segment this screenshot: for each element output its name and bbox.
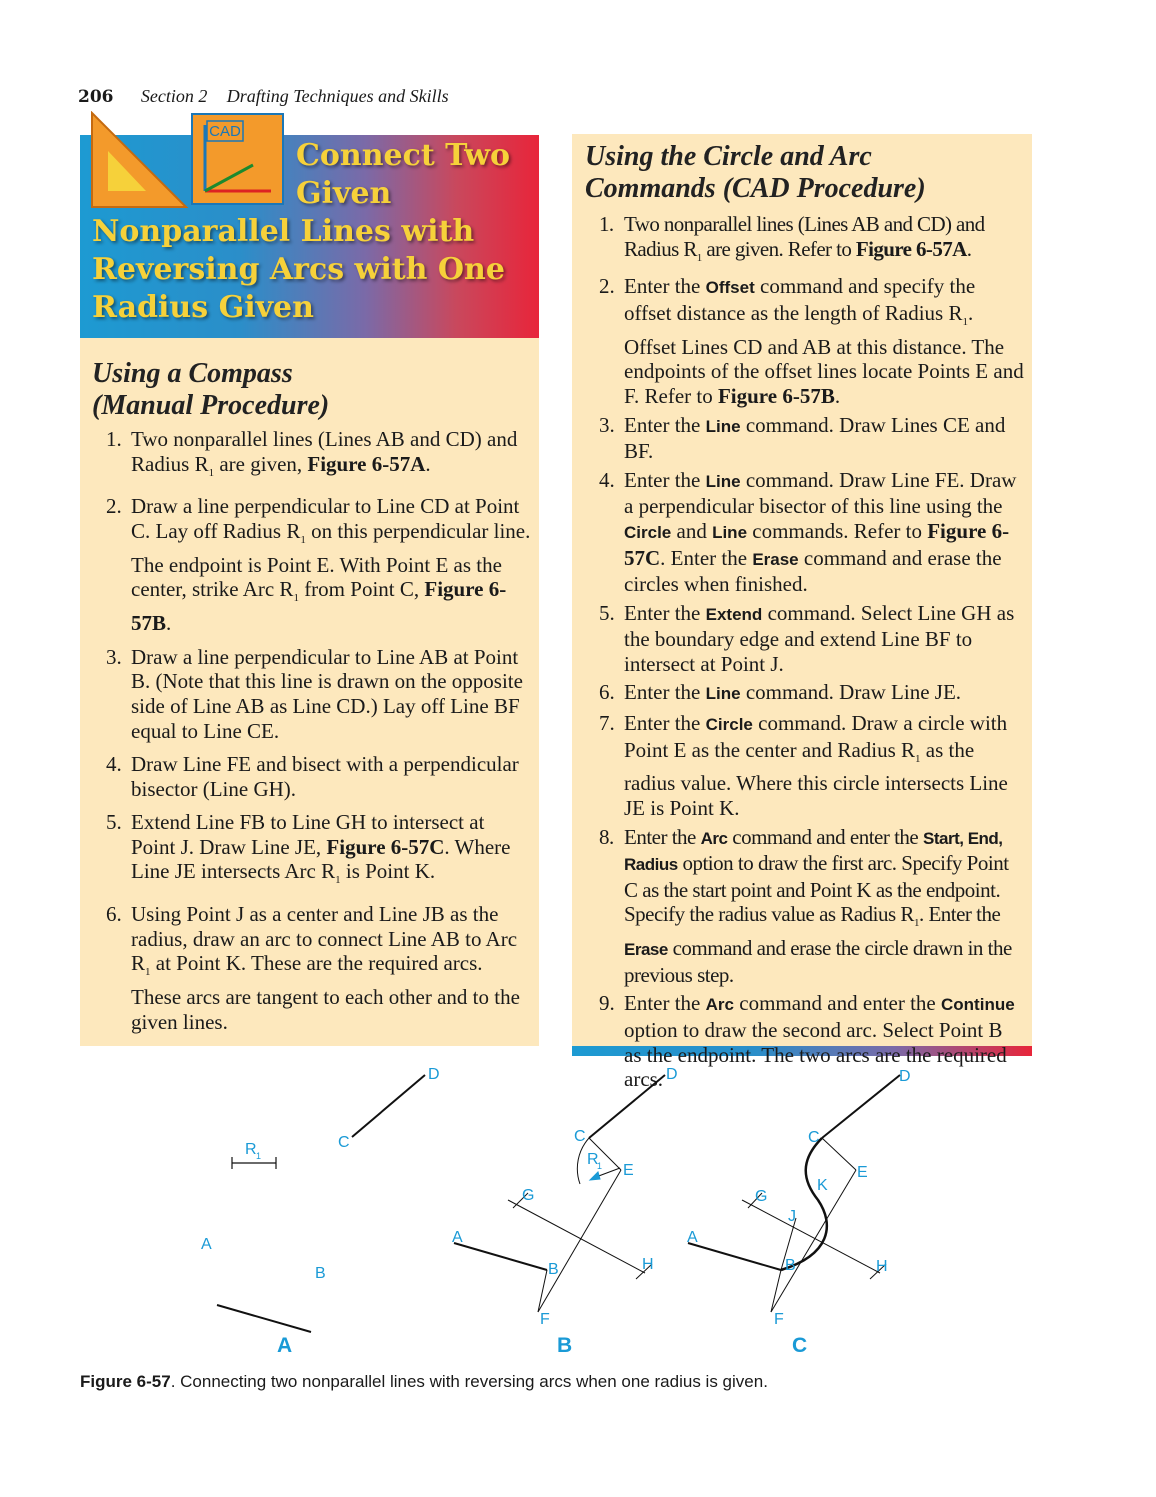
step-number: 5. (106, 810, 122, 835)
panel-label: A (277, 1334, 293, 1357)
step-text: command and erase the circle drawn in the previous step. (624, 936, 1012, 987)
cad-step (599, 711, 1024, 821)
command-name: Offset (705, 278, 755, 298)
cad-heading (585, 141, 926, 205)
step-text: commands. Refer to (747, 518, 928, 543)
figure-ref: Figure 6-57A (855, 236, 967, 261)
step-text: command. Select Line GH as the boundary edge and extend Line BF to intersect at Point J. (624, 600, 1015, 676)
step-text: . (834, 383, 841, 408)
manual-step (106, 427, 531, 485)
step-number: 4. (599, 467, 615, 492)
cad-step (599, 212, 1024, 270)
step-text: . Offset Lines CD and AB at this distance. The endpoints of the offset lines locate Points E and F. Refer to (624, 300, 1024, 408)
manual-step (106, 810, 531, 893)
step-text: Enter the (624, 467, 706, 492)
point-label: F (774, 1311, 784, 1328)
heading-line: Using the Circle and Arc (585, 141, 872, 172)
step-text: . Where Line JE intersects Arc R (131, 834, 511, 884)
point-label: B (548, 1261, 559, 1278)
step-text: command. Draw a circle with Point E as the center and Radius R (624, 711, 1008, 762)
step-number: 3. (106, 644, 122, 669)
step-number: 5. (599, 600, 615, 625)
step-number: 6. (599, 680, 615, 705)
cad-step (599, 274, 1024, 408)
step-number: 1. (106, 427, 122, 451)
point-label: C (574, 1128, 586, 1145)
banner-title-line: Nonparallel Lines with (92, 214, 475, 249)
reversing-arcs (781, 1138, 827, 1270)
command-name: Erase (624, 940, 668, 960)
panel-label: C (792, 1334, 808, 1357)
line-ab (217, 1305, 311, 1332)
figure-ref: Figure 6-57C (624, 518, 1010, 570)
step-text: Extend Line FB to Line GH to intersect at Point J. Draw Line JE, (131, 810, 485, 859)
command-name: Arc (705, 995, 734, 1015)
command-name: Start, End, Radius (624, 828, 1003, 875)
manual-heading (92, 358, 329, 422)
point-label: B (785, 1257, 796, 1274)
step-text: option to draw the second arc. Select Point B as the endpoint. The two arcs are the required arcs. (624, 1017, 1007, 1092)
cad-icon-label: CAD (209, 123, 241, 140)
command-name: Line (705, 471, 741, 491)
page-number: 206 (78, 87, 114, 107)
step-text: Enter the (624, 274, 706, 299)
step-text: Enter the (624, 711, 706, 736)
subscript: 1 (696, 251, 702, 264)
step-text: Using Point J as a center and Line JB as the radius, draw an arc to connect Line AB to Arc R (131, 902, 518, 976)
line-cd-c (822, 1075, 900, 1138)
point-label: J (788, 1208, 796, 1225)
point-label: E (857, 1164, 868, 1181)
heading-line: Using a Compass (92, 358, 293, 389)
step-text: Two nonparallel lines (Lines AB and CD) and Radius R (131, 427, 518, 476)
subscript: 1 (300, 534, 306, 547)
point-label: G (755, 1188, 768, 1205)
step-text: Enter the (624, 824, 701, 849)
figure-ref: Figure 6-57A (307, 451, 426, 476)
step-number: 6. (106, 902, 122, 927)
subscript: 1 (962, 316, 968, 329)
step-text: are given. Refer to (701, 236, 856, 261)
manual-steps (106, 427, 531, 1043)
step-text: command. Draw Line FE. Draw a perpendicular bisector of this line using the (624, 467, 1017, 519)
point-label: H (876, 1258, 888, 1275)
line-ab-b (454, 1243, 547, 1270)
point-label: F (540, 1311, 550, 1328)
step-text: command and enter the (734, 991, 942, 1016)
cad-icon (191, 113, 284, 205)
cad-step (599, 412, 1024, 464)
step-number: 3. (599, 412, 615, 437)
manual-step (106, 902, 531, 1034)
command-name: Extend (705, 604, 763, 624)
step-text: command. Draw Lines CE and BF. (624, 412, 1006, 464)
manual-step (106, 752, 531, 801)
construction-figure (0, 1060, 1156, 1360)
step-number: 4. (106, 752, 122, 777)
step-text: . (425, 451, 431, 476)
command-name: Line (712, 522, 748, 542)
step-number: 7. (599, 711, 615, 736)
step-text: Draw Line FE and bisect with a perpendicular bisector (Line GH). (131, 752, 519, 801)
step-text: option to draw the first arc. Specify Point C as the start point and Point K as the endpoint. Specify the radius value as Radius R (624, 851, 1009, 927)
section-title: Drafting Techniques and Skills (226, 86, 449, 106)
step-text: as the radius value. Where this circle intersects Line JE is Point K. (624, 737, 1008, 821)
cad-step (599, 824, 1024, 988)
step-text: are given, (214, 451, 308, 476)
step-text: command and enter the (727, 824, 924, 849)
subscript: 1 (335, 874, 341, 887)
point-label: C (808, 1129, 820, 1146)
point-label: A (687, 1229, 698, 1246)
point-label: E (623, 1162, 634, 1179)
step-text: . Enter the (660, 545, 753, 570)
point-label: K (817, 1177, 828, 1194)
subscript: 1 (913, 917, 919, 930)
step-text: and (671, 518, 713, 543)
figure-ref: Figure 6-57B (717, 383, 835, 408)
command-name: Line (705, 416, 741, 436)
step-text: Two nonparallel lines (Lines AB and CD) and Radius R (624, 212, 985, 261)
step-text: Enter the (624, 600, 706, 625)
step-text: . Enter the (918, 902, 1001, 927)
step-number: 9. (599, 991, 615, 1016)
step-number: 8. (599, 824, 614, 849)
radius-subscript: 1 (256, 1151, 262, 1161)
manual-step (106, 644, 531, 743)
point-label: A (201, 1236, 212, 1253)
banner-title-line: Radius Given (92, 290, 314, 325)
step-text: Enter the (624, 412, 706, 437)
panel-label: B (557, 1334, 573, 1357)
figure-ref: Figure 6-57B (131, 577, 507, 636)
figure-caption (80, 1372, 768, 1392)
point-label: D (428, 1066, 440, 1083)
manual-step (106, 494, 531, 636)
step-text: Enter the (624, 991, 706, 1016)
subscript: 1 (915, 752, 921, 765)
point-label: A (452, 1229, 463, 1246)
step-text: is Point K. (340, 859, 436, 884)
cad-step (599, 467, 1024, 597)
point-label: B (315, 1265, 326, 1282)
command-name: Circle (624, 522, 672, 542)
caption-text: . Connecting two nonparallel lines with reversing arcs when one radius is given. (170, 1372, 768, 1391)
step-text: at Point K. These are the required arcs. These arcs are tangent to each other and to the given lines. (131, 951, 520, 1034)
command-name: Arc (700, 828, 728, 848)
step-number: 1. (599, 212, 614, 236)
radius-subscript: 1 (597, 1161, 603, 1171)
subscript: 1 (208, 466, 215, 479)
banner-title-line: Connect Two (296, 138, 511, 173)
cad-steps (599, 212, 1024, 1096)
banner-title-line: Reversing Arcs with One (92, 252, 505, 287)
step-text: . (166, 611, 172, 636)
line-cd (352, 1075, 425, 1137)
command-name: Line (705, 684, 741, 704)
heading-line: Commands (CAD Procedure) (585, 173, 926, 204)
command-name: Erase (752, 549, 799, 569)
line-cd-b (589, 1075, 665, 1138)
line-ab-c (688, 1243, 781, 1270)
heading-line: (Manual Procedure) (92, 390, 330, 421)
caption-label: Figure 6-57 (80, 1372, 171, 1391)
radius-label: R (245, 1141, 257, 1158)
step-text: Draw a line perpendicular to Line CD at Point C. Lay off Radius R (131, 494, 520, 543)
point-label: G (522, 1187, 535, 1204)
step-text: from Point C, (298, 577, 425, 602)
point-label: H (642, 1256, 654, 1273)
step-text: command. Draw Line JE. (740, 680, 962, 705)
banner-title-line: Given (296, 176, 392, 211)
figure-ref: Figure 6-57C (326, 834, 445, 859)
step-number: 2. (106, 494, 122, 519)
step-text: command and erase the circles when finished. (624, 545, 1002, 597)
step-text: Draw a line perpendicular to Line AB at Point B. (Note that this line is drawn on the opposite side of Line AB as Line CD.) Lay off Line BF equal to Line CE. (131, 644, 523, 743)
command-name: Continue (941, 995, 1015, 1015)
command-name: Circle (705, 715, 753, 735)
point-label: C (338, 1134, 350, 1151)
section-label: Section 2 (140, 86, 208, 106)
point-label: D (666, 1066, 678, 1083)
subscript: 1 (145, 966, 151, 979)
step-text: command and specify the offset distance as the length of Radius R (624, 274, 976, 325)
radius-label: R (587, 1151, 599, 1168)
step-text: Enter the (624, 680, 706, 705)
running-head (78, 86, 449, 107)
step-text: on this perpendicular line. The endpoint is Point E. With Point E as the center, strike Arc R (131, 518, 531, 602)
point-label: D (899, 1068, 911, 1085)
cad-step (599, 600, 1024, 677)
subscript: 1 (293, 592, 299, 605)
step-number: 2. (599, 274, 615, 299)
step-text: . (966, 236, 972, 261)
cad-step (599, 680, 1024, 707)
drafting-triangle-icon (90, 111, 190, 211)
